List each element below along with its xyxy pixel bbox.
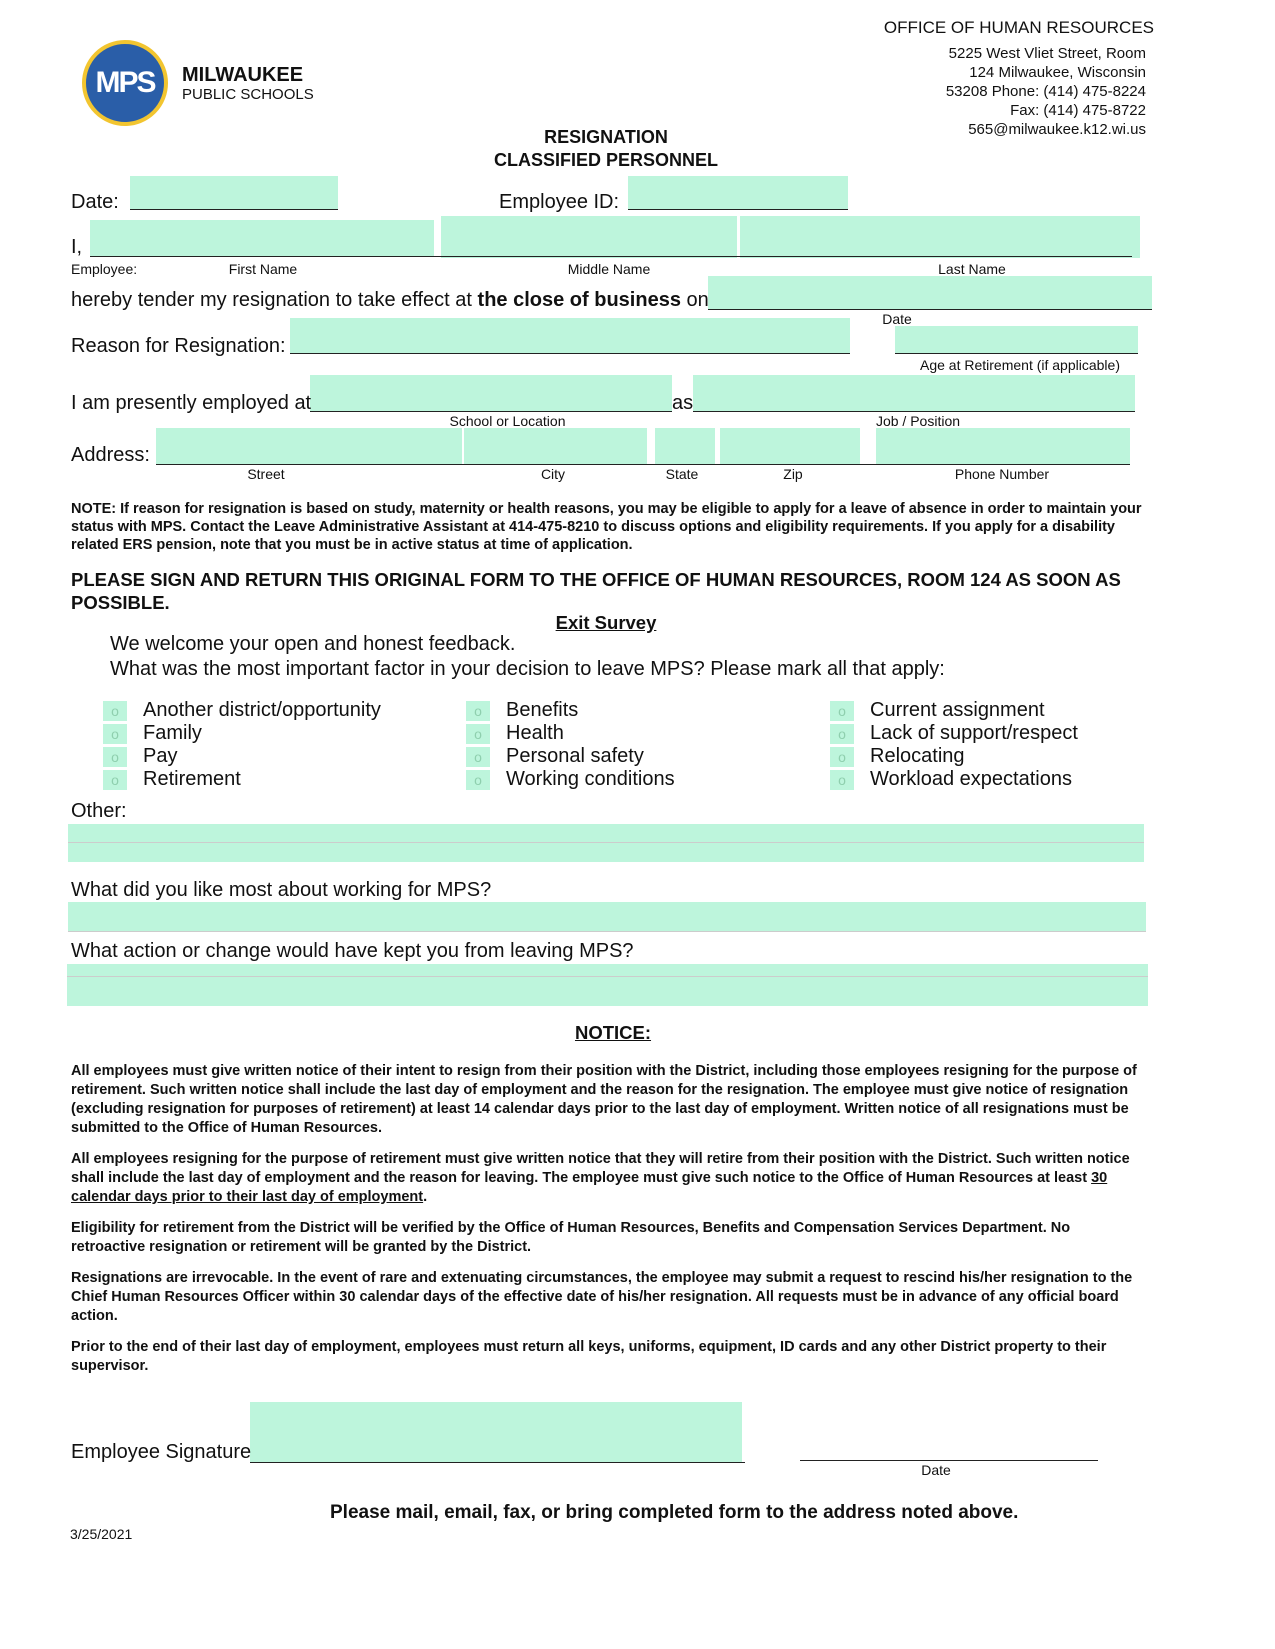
name-underline [90,256,1132,257]
option-label: Lack of support/respect [870,722,1078,744]
logo-seal: MPS [82,40,168,126]
notice-paragraph: Prior to the end of their last day of employment, employees must return all keys, uniforms, equipment, ID cards and any other District property to their supervisor. [71,1339,1107,1374]
signature-label: Employee Signature [71,1441,252,1463]
signature-date-caption: Date [921,1462,951,1478]
email-line: 565@milwaukee.k12.wi.us [968,121,1146,138]
tender-on: on [680,289,709,311]
checkbox-lack-of-support[interactable]: o [830,724,854,744]
other-input[interactable] [68,824,1144,862]
option-label: Another district/opportunity [143,699,381,721]
notice-title: NOTICE: [574,1022,652,1043]
logo-line1: MILWAUKEE [182,64,304,86]
liked-underline [68,931,1146,932]
option-label: Pay [143,745,178,767]
notice-text: . [423,1189,428,1205]
checkbox-workload[interactable]: o [830,770,854,790]
middle-name-caption: Middle Name [567,261,651,277]
date-input[interactable] [130,176,338,210]
city-caption: City [540,466,566,482]
change-underline [67,976,1148,977]
address-line: 5225 West Vliet Street, Room [948,45,1146,62]
notice-paragraph: Eligibility for retirement from the District will be verified by the Office of Human Resources, Benefits and Compensation Services Department. No retroactive resignation or retirement will be granted by the District. [71,1220,1071,1255]
phone-input[interactable] [876,428,1130,464]
state-caption: State [665,466,699,482]
job-position-input[interactable] [693,375,1135,411]
last-name-input[interactable] [740,216,1140,258]
employed-label: I am presently employed at [71,392,312,414]
mps-logo [82,40,322,126]
leave-note: NOTE: If reason for resignation is based on study, maternity or health reasons, you may be eligible to apply for a leave of absence in order to maintain your status with MPS. Contact the Leave Administrative Assistant at 414-475-8210 to discuss options and eligibility requirements. If you apply for a disability related ERS pension, note that you must be in active status at time of application. [71,501,1142,553]
return-instruction: PLEASE SIGN AND RETURN THIS ORIGINAL FORM TO THE OFFICE OF HUMAN RESOURCES, ROOM 124 AS SOON AS POSSIBLE. [71,569,1121,613]
date-underline [130,209,338,210]
checkbox-working-conditions[interactable]: o [466,770,490,790]
signature-underline [250,1462,745,1463]
checkbox-relocating[interactable]: o [830,747,854,767]
address-label: Address: [71,444,150,466]
age-caption: Age at Retirement (if applicable) [920,357,1120,373]
street-caption: Street [247,466,285,482]
checkbox-personal-safety[interactable]: o [466,747,490,767]
school-caption: School or Location [449,413,566,429]
notice-underlined: 30 calendar days prior to their last day of employment [71,1170,1108,1205]
employee-caption: Employee: [71,261,138,277]
zip-input[interactable] [720,428,860,464]
tender-bold: the close of business [477,289,681,311]
state-input[interactable] [655,428,715,464]
title-line1: RESIGNATION [544,127,668,147]
school-underline [310,411,672,412]
reason-underline [290,353,850,354]
tender-text-part: hereby tender my resignation to take effect at [71,289,478,311]
logo-line2: PUBLIC SCHOOLS [182,86,314,103]
survey-question: What was the most important factor in your decision to leave MPS? Please mark all that apply: [110,658,945,680]
notice-body [71,1062,1146,1388]
notice-paragraph: All employees must give written notice of their intent to resign from their position with the District, including those employees resigning for the purpose of retirement. Such written notice shall include the last day of employment and the reason for the resignation. The employee must give notice of resignation (excluding resignation for purposes of retirement) at least 14 calendar days prior to the last day of employment. Written notice of all resignations must be submitted to the Office of Human Resources. [71,1063,1137,1136]
effective-date-input[interactable] [708,276,1152,310]
effective-date-underline [708,309,1152,310]
school-location-input[interactable] [310,375,672,411]
reason-input[interactable] [290,318,850,354]
revision-date: 3/25/2021 [70,1526,133,1542]
notice-paragraph: Resignations are irrevocable. In the event of rare and extenuating circumstances, the employee may submit a request to rescind his/her resignation to the Chief Human Resources Officer within 30 calendar days of the effective date of his/her resignation. All requests must be in advance of any official board action. [71,1270,1133,1324]
signature-date-underline [800,1460,1098,1461]
liked-most-label: What did you like most about working for MPS? [71,879,492,901]
address-underline [156,464,1130,465]
as-label: as [672,392,694,414]
first-name-caption: First Name [228,261,298,277]
other-underline [68,842,1144,843]
option-label: Current assignment [870,699,1045,721]
option-label: Benefits [506,699,579,721]
checkbox-family[interactable]: o [103,724,127,744]
fax-line: Fax: (414) 475-8722 [1010,102,1146,119]
checkbox-retirement[interactable]: o [103,770,127,790]
signature-input[interactable] [250,1402,742,1462]
i-label: I, [71,236,83,258]
employee-id-label: Employee ID: [499,191,620,213]
change-input[interactable] [67,964,1148,1006]
checkbox-benefits[interactable]: o [466,701,490,721]
office-title: OFFICE OF HUMAN RESOURCES [883,18,1154,37]
survey-intro: We welcome your open and honest feedback. [110,633,516,655]
tender-text [71,289,709,312]
first-name-input[interactable] [90,220,434,256]
checkbox-another-district[interactable]: o [103,701,127,721]
age-at-retirement-input[interactable] [895,326,1138,354]
checkbox-current-assignment[interactable]: o [830,701,854,721]
employee-id-input[interactable] [628,176,848,210]
liked-most-input[interactable] [68,902,1146,932]
phone-line: 53208 Phone: (414) 475-8224 [945,83,1146,100]
age-underline [895,353,1138,354]
street-input[interactable] [156,428,462,464]
reason-label: Reason for Resignation: [71,335,286,357]
change-label: What action or change would have kept you from leaving MPS? [71,940,634,962]
effective-date-caption: Date [882,311,912,327]
office-address [946,44,1146,139]
job-underline [693,411,1135,412]
notice-text: All employees resigning for the purpose of retirement must give written notice that they will retire from their position with the District. Such written notice shall include the last day of employment and the reason for leaving. The employee must give such notice to the Office of Human Resources at least [71,1151,1130,1186]
checkbox-pay[interactable]: o [103,747,127,767]
option-label: Family [143,722,202,744]
job-caption: Job / Position [875,413,961,429]
exit-survey-title: Exit Survey [555,612,657,633]
checkbox-health[interactable]: o [466,724,490,744]
address-line: 124 Milwaukee, Wisconsin [969,64,1146,81]
phone-caption: Phone Number [954,466,1050,482]
option-label: Retirement [143,768,241,790]
other-label: Other: [71,800,127,822]
form-title [0,126,1212,172]
option-label: Workload expectations [870,768,1072,790]
option-label: Health [506,722,564,744]
middle-name-input[interactable] [441,216,737,258]
city-input[interactable] [464,428,647,464]
option-label: Personal safety [506,745,644,767]
employee-id-underline [628,209,848,210]
last-name-caption: Last Name [938,261,1006,277]
mail-instruction: Please mail, email, fax, or bring completed form to the address noted above. [330,1502,1019,1523]
title-line2: CLASSIFIED PERSONNEL [493,150,719,170]
option-label: Relocating [870,745,965,767]
notice-paragraph [71,1150,1146,1207]
date-label: Date: [71,191,119,213]
option-label: Working conditions [506,768,675,790]
zip-caption: Zip [783,466,803,482]
